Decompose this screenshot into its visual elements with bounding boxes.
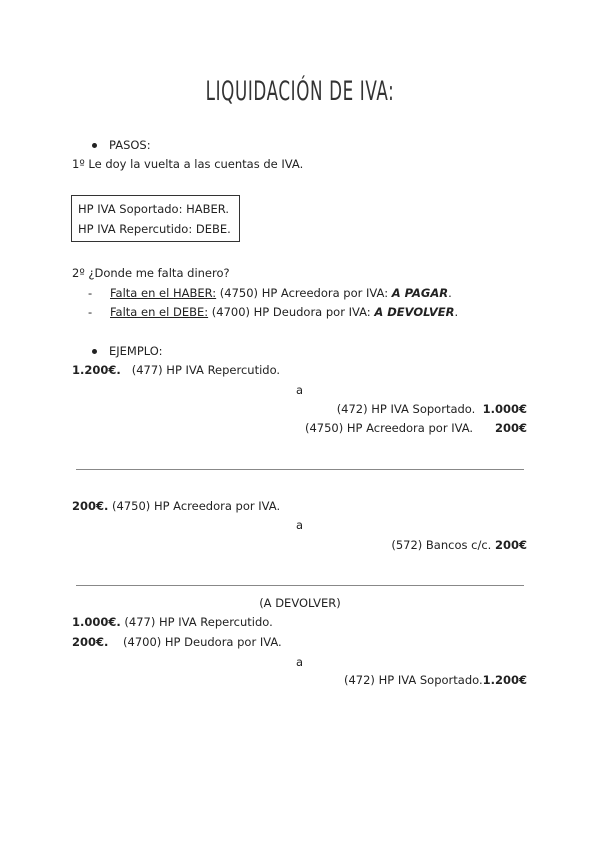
credit-amount: 1.200€ xyxy=(482,673,527,687)
item-underlined: Falta en el DEBE: xyxy=(110,305,209,319)
page-title: LIQUIDACIÓN DE IVA: xyxy=(205,76,395,107)
item-emph: A PAGAR xyxy=(391,286,449,300)
bullet-icon xyxy=(92,349,97,354)
credit-account: (472) HP IVA Soportado. xyxy=(344,673,483,687)
entry-2-amount: 200€. xyxy=(72,499,109,513)
rule-box xyxy=(71,195,240,242)
credit-account: (4750) HP Acreedora por IVA. xyxy=(304,421,474,435)
divider xyxy=(76,585,524,586)
entry-3-debit-account-2: (4700) HP Deudora por IVA. xyxy=(123,635,282,649)
entry-3-a: a xyxy=(296,655,304,669)
entry-1-credit-2 xyxy=(305,421,527,435)
entry-2-a: a xyxy=(296,518,304,532)
credit-amount: 200€ xyxy=(494,421,527,435)
list-item-haber: - Falta en el HABER: (4750) HP Acreedora por IVA: A PAGAR. xyxy=(88,286,452,300)
item-end: . xyxy=(448,286,452,300)
ejemplo-bullet xyxy=(92,344,163,358)
entry-3-amount-2: 200€. xyxy=(72,635,109,649)
entry-1-a: a xyxy=(296,383,304,397)
entry-3-credit-1 xyxy=(344,673,527,687)
divider xyxy=(76,469,524,470)
bullet-icon xyxy=(92,143,97,148)
entry-3-debit-2 xyxy=(72,635,282,649)
pasos-label: PASOS: xyxy=(109,138,151,152)
entry-1-debit xyxy=(72,363,280,377)
entry-1-debit-account: (477) HP IVA Repercutido. xyxy=(131,363,281,377)
entry-2-credit-1 xyxy=(391,538,527,552)
entry-1-credit-1 xyxy=(337,402,527,416)
item-end: . xyxy=(454,305,459,319)
entry-3-debit-1 xyxy=(72,615,273,629)
step-1: 1º Le doy la vuelta a las cuentas de IVA. xyxy=(72,157,304,171)
step-2: 2º ¿Donde me falta dinero? xyxy=(72,266,230,280)
entry-3-amount-1: 1.000€. xyxy=(72,615,121,629)
entry-2-debit-account: (4750) HP Acreedora por IVA. xyxy=(112,499,281,513)
credit-account: (472) HP IVA Soportado. xyxy=(336,402,476,416)
pasos-bullet xyxy=(92,138,151,152)
entry-3-debit-account-1: (477) HP IVA Repercutido. xyxy=(124,615,273,629)
item-text: (4750) HP Acreedora por IVA: xyxy=(216,286,392,300)
box-line-soportado: HP IVA Soportado: HABER. xyxy=(78,202,230,216)
entry-2-debit xyxy=(72,499,280,513)
item-underlined: Falta en el HABER: xyxy=(110,286,217,300)
credit-amount: 200€ xyxy=(494,538,527,552)
credit-amount: 1.000€ xyxy=(482,402,527,416)
list-item-debe: - Falta en el DEBE: (4700) HP Deudora por IVA: A DEVOLVER. xyxy=(88,305,459,319)
entry-1-amount: 1.200€. xyxy=(72,363,121,377)
entry-3-heading: (A DEVOLVER) xyxy=(259,596,341,610)
credit-account: (572) Bancos c/c. xyxy=(391,538,492,552)
item-text: (4700) HP Deudora por IVA: xyxy=(208,305,375,319)
item-emph: A DEVOLVER xyxy=(374,305,455,319)
box-line-repercutido: HP IVA Repercutido: DEBE. xyxy=(78,222,231,236)
ejemplo-label: EJEMPLO: xyxy=(109,344,163,358)
